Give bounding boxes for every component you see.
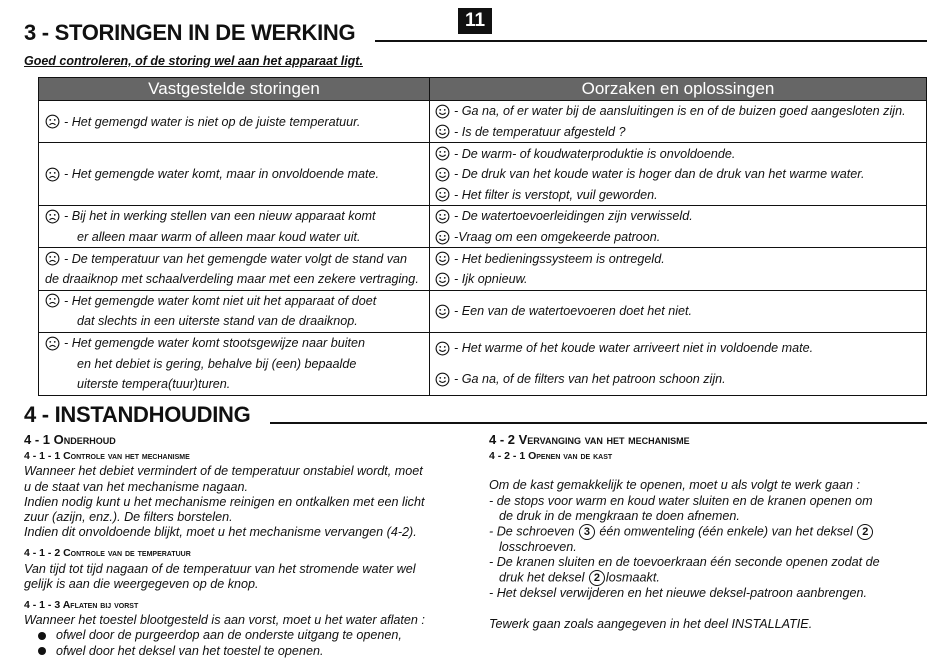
fault-row — [39, 206, 927, 248]
fault-cell — [39, 143, 430, 206]
fault-line — [45, 291, 429, 312]
smiley-face-icon — [435, 304, 450, 319]
cause-line — [435, 333, 926, 364]
text-4-2-1-intro: Om de kast gemakkelijk te openen, moet u als volgt te werk gaan : — [489, 478, 861, 493]
smiley-face-icon — [435, 104, 450, 119]
cause-cell — [430, 290, 927, 332]
smiley-face-icon — [435, 341, 450, 356]
fault-line — [45, 374, 429, 395]
fault-text: uiterste tempera(tuur)turen. — [77, 377, 231, 392]
section-3-title: 3 - STORINGEN IN DE WERKING — [24, 20, 356, 45]
sad-face-icon — [45, 336, 60, 351]
cause-text: - Ga na, of de filters van het patroon schoon zijn. — [454, 372, 726, 387]
cause-line — [435, 291, 926, 332]
step-3-text: losmaakt. — [605, 570, 660, 585]
bullet-item — [24, 628, 469, 643]
cause-text: - De warm- of koudwaterproduktie is onvoldoende. — [454, 146, 736, 161]
fault-line — [45, 311, 429, 332]
fault-line — [45, 206, 429, 227]
callout-number-3: 3 — [579, 524, 595, 540]
step-1-line: de druk in de mengkraan te doen afnemen. — [499, 508, 740, 523]
fault-text: - Bij het in werking stellen van een nieuw apparaat komt — [64, 209, 376, 224]
cause-text: - Ga na, of er water bij de aansluitingen is en of de buizen goed aangesloten zijn. — [454, 104, 906, 119]
text-4-2-outro: Tewerk gaan zoals aangegeven in het deel INSTALLATIE. — [489, 616, 813, 631]
fault-row — [39, 143, 927, 206]
fault-text: de draaiknop met schaalverdeling maar met een zekere vertraging. — [45, 272, 419, 287]
fault-cell — [39, 332, 430, 395]
bullet-dot — [38, 647, 46, 655]
fault-cell — [39, 206, 430, 248]
page-number: 11 — [458, 8, 492, 34]
title-rule — [375, 40, 927, 42]
bullet-text: ofwel door de purgeerdop aan de onderste uitgang te openen, — [56, 628, 402, 643]
cause-text: - Het bedieningssysteem is ontregeld. — [454, 251, 665, 266]
step-3-line — [489, 570, 929, 586]
heading-4-1-2: 4 - 1 - 2 Controle van de temperatuur — [24, 547, 191, 560]
heading-4-1-3: 4 - 1 - 3 Aflaten bij vorst — [24, 599, 139, 612]
step-2-text: één omwenteling (één enkele) van het deksel — [599, 524, 853, 539]
cause-text: - Het warme of het koude water arriveert niet in voldoende mate. — [454, 341, 814, 356]
fault-line — [45, 248, 429, 269]
smiley-face-icon — [435, 187, 450, 202]
sad-face-icon — [45, 293, 60, 308]
text-4-1-2-line: gelijk is aan die weergegeven op de knop. — [24, 576, 259, 591]
fault-text: dat slechts in een uiterste stand van de draaiknop. — [77, 314, 358, 329]
smiley-face-icon — [435, 209, 450, 224]
fault-row — [39, 248, 927, 290]
fault-cell — [39, 101, 430, 143]
heading-4-2: 4 - 2 Vervanging van het mechanisme — [489, 432, 690, 447]
smiley-face-icon — [435, 251, 450, 266]
step-1-line: - de stops voor warm en koud water sluiten en de kranen openen om — [489, 493, 873, 508]
fault-text: er alleen maar warm of alleen maar koud water uit. — [77, 230, 361, 245]
callout-number-2: 2 — [589, 570, 605, 586]
sad-face-icon — [45, 167, 60, 182]
sad-face-icon — [45, 251, 60, 266]
text-4-1-1-line: Indien nodig kunt u het mechanisme reinigen en ontkalken met een licht — [24, 494, 425, 509]
text-4-1-1-line: Indien dit onvoldoende blijkt, moet u het mechanisme vervangen (4-2). — [24, 525, 417, 540]
cause-text: - Een van de watertoevoeren doet het niet. — [454, 304, 693, 319]
step-3-line: - De kranen sluiten en de toevoerkraan één seconde openen zodat de — [489, 555, 880, 570]
cause-cell — [430, 332, 927, 395]
fault-row — [39, 101, 927, 143]
fault-line — [45, 164, 429, 185]
fault-text: - Het gemengde water komt niet uit het apparaat of doet — [64, 293, 377, 308]
section-4-1 — [24, 432, 469, 659]
text-4-1-1-line: Wanneer het debiet vermindert of de temperatuur onstabiel wordt, moet — [24, 464, 423, 479]
heading-4-1: 4 - 1 Onderhoud — [24, 432, 116, 447]
fault-table — [38, 77, 927, 396]
step-2-end: losschroeven. — [499, 540, 577, 555]
fault-text: en het debiet is gering, behalve bij (een) bepaalde — [77, 356, 357, 371]
fault-line — [37, 269, 429, 290]
fault-line — [45, 353, 429, 374]
cause-line — [435, 143, 926, 164]
bullet-text: ofwel door het deksel van het toestel te openen. — [56, 643, 324, 658]
cause-line — [435, 269, 926, 290]
fault-text: - Het gemengde water komt, maar in onvoldoende mate. — [64, 167, 380, 182]
cause-cell — [430, 101, 927, 143]
col-header-faults: Vastgestelde storingen — [39, 78, 430, 101]
text-4-1-1-line: u de staat van het mechanisme nagaan. — [24, 479, 249, 494]
fault-text: - De temperatuur van het gemengde water volgt de stand van — [64, 251, 408, 266]
cause-text: -Vraag om een omgekeerde patroon. — [454, 230, 661, 245]
smiley-face-icon — [435, 124, 450, 139]
step-4: - Het deksel verwijderen en het nieuwe deksel-patroon aanbrengen. — [489, 586, 868, 601]
smiley-face-icon — [435, 272, 450, 287]
cause-line — [435, 227, 926, 248]
cause-cell — [430, 143, 927, 206]
fault-text: - Het gemengd water is niet op de juiste temperatuur. — [64, 114, 361, 129]
cause-line — [435, 164, 926, 185]
text-4-1-1-line: zuur (azijn, enz.). De filters borstelen. — [24, 510, 233, 525]
fault-line — [45, 227, 429, 248]
bullet-dot — [38, 632, 46, 640]
cause-line — [435, 206, 926, 227]
step-2-text: - De schroeven — [489, 524, 575, 539]
smiley-face-icon — [435, 146, 450, 161]
fault-line — [45, 111, 429, 132]
cause-text: - Het filter is verstopt, vuil geworden. — [454, 187, 658, 202]
step-2 — [489, 524, 929, 540]
smiley-face-icon — [435, 167, 450, 182]
heading-4-1-1: 4 - 1 - 1 Controle van het mechanisme — [24, 450, 190, 463]
fault-cell — [39, 290, 430, 332]
cause-text: - De druk van het koude water is hoger dan de druk van het warme water. — [454, 167, 865, 182]
callout-number-2: 2 — [857, 524, 873, 540]
cause-cell — [430, 248, 927, 290]
section-4-2 — [489, 432, 929, 632]
heading-4-2-1: 4 - 2 - 1 Openen van de kast — [489, 450, 613, 463]
cause-line — [435, 364, 926, 395]
text-4-1-3-intro: Wanneer het toestel blootgesteld is aan vorst, moet u het water aflaten : — [24, 613, 425, 628]
bullet-item — [24, 644, 469, 659]
fault-text: - Het gemengde water komt stootsgewijze naar buiten — [64, 336, 366, 351]
cause-line — [435, 122, 926, 143]
fault-line — [45, 333, 429, 354]
cause-text: - Is de temperatuur afgesteld ? — [454, 124, 626, 139]
smiley-face-icon — [435, 372, 450, 387]
text-4-1-2-line: Van tijd tot tijd nagaan of de temperatuur van het stromende water wel — [24, 561, 416, 576]
cause-line — [435, 248, 926, 269]
cause-line — [435, 101, 926, 122]
fault-cell — [39, 248, 430, 290]
sad-face-icon — [45, 209, 60, 224]
cause-cell — [430, 206, 927, 248]
cause-line — [435, 184, 926, 205]
sad-face-icon — [45, 114, 60, 129]
smiley-face-icon — [435, 230, 450, 245]
fault-row — [39, 332, 927, 395]
section-4-title: 4 - INSTANDHOUDING — [24, 402, 251, 427]
cause-text: - Ijk opnieuw. — [454, 272, 528, 287]
fault-row — [39, 290, 927, 332]
col-header-causes: Oorzaken en oplossingen — [430, 78, 927, 101]
section-3-subtitle: Goed controleren, of de storing wel aan het apparaat ligt. — [24, 54, 363, 68]
section-4-rule — [270, 422, 927, 424]
cause-text: - De watertoevoerleidingen zijn verwisseld. — [454, 209, 693, 224]
step-3-text: druk het deksel — [499, 570, 585, 585]
